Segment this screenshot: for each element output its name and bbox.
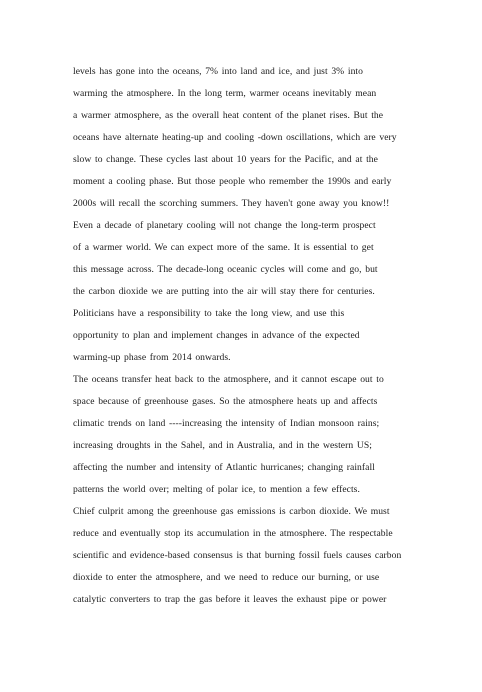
text-line: opportunity to plan and implement changes in advance of the expected: [73, 330, 360, 341]
text-line: moment a cooling phase. But those people who remember the 1990s and early: [73, 176, 392, 187]
text-line: scientific and evidence-based consensus is that burning fossil fuels causes carbon: [73, 550, 402, 561]
text-line: warming-up phase from 2014 onwards.: [73, 352, 231, 363]
text-line: dioxide to enter the atmosphere, and we need to reduce our burning, or use: [73, 572, 380, 583]
text-line: climatic trends on land ----increasing the intensity of Indian monsoon rains;: [73, 418, 380, 429]
text-line: oceans have alternate heating-up and cooling -down oscillations, which are very: [73, 132, 397, 143]
text-line: patterns the world over; melting of polar ice, to mention a few effects.: [73, 484, 360, 495]
text-line: the carbon dioxide we are putting into the air will stay there for centuries.: [73, 286, 375, 297]
text-line: space because of greenhouse gases. So the atmosphere heats up and affects: [73, 396, 378, 407]
text-line: slow to change. These cycles last about 10 years for the Pacific, and at the: [73, 154, 378, 165]
text-line: a warmer atmosphere, as the overall heat content of the planet rises. But the: [73, 110, 384, 121]
text-line: The oceans transfer heat back to the atmosphere, and it cannot escape out to: [73, 374, 384, 385]
text-line: 2000s will recall the scorching summers. They haven't gone away you know!!: [73, 198, 390, 209]
text-line: Politicians have a responsibility to take the long view, and use this: [73, 308, 345, 319]
text-line: Even a decade of planetary cooling will not change the long-term prospect: [73, 220, 376, 231]
text-line: of a warmer world. We can expect more of the same. It is essential to get: [73, 242, 374, 253]
text-line: catalytic converters to trap the gas before it leaves the exhaust pipe or power: [73, 594, 387, 605]
text-line: Chief culprit among the greenhouse gas emissions is carbon dioxide. We must: [73, 506, 390, 517]
text-line: levels has gone into the oceans, 7% into land and ice, and just 3% into: [73, 66, 363, 77]
text-line: increasing droughts in the Sahel, and in Australia, and in the western US;: [73, 440, 372, 451]
text-line: warming the atmosphere. In the long term, warmer oceans inevitably mean: [73, 88, 377, 99]
text-line: reduce and eventually stop its accumulation in the atmosphere. The respectable: [73, 528, 393, 539]
text-line: this message across. The decade-long oceanic cycles will come and go, but: [73, 264, 378, 275]
text-line: affecting the number and intensity of Atlantic hurricanes; changing rainfall: [73, 462, 375, 473]
